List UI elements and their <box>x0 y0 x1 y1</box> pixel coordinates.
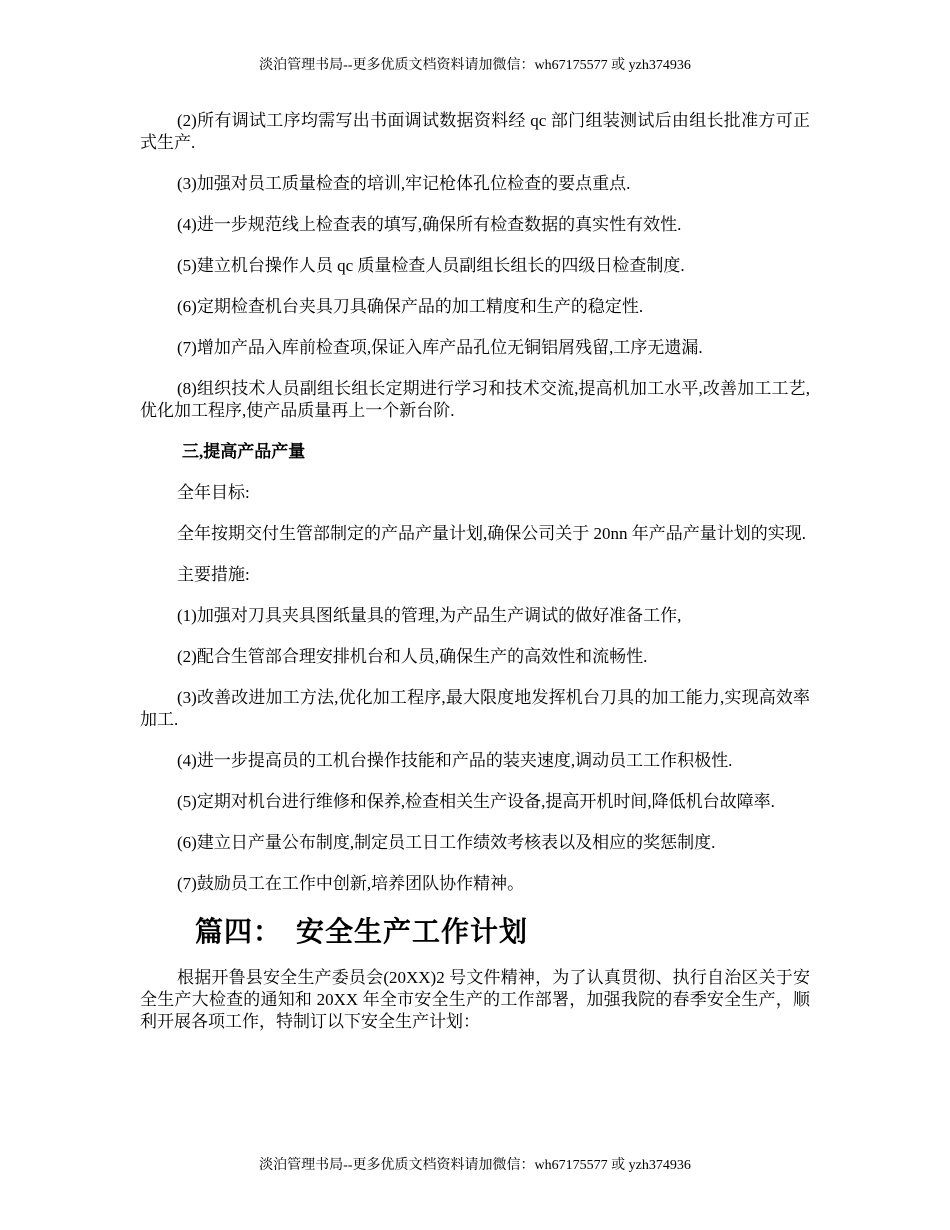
measure-item-2: (2)配合生管部合理安排机台和人员,确保生产的高效性和流畅性. <box>177 647 648 666</box>
document-body <box>140 110 810 1052</box>
measure-item-6: (6)建立日产量公布制度,制定员工日工作绩效考核表以及相应的奖惩制度. <box>177 833 716 852</box>
chapter-title <box>195 914 810 950</box>
quality-item-8: (8)组织技术人员副组长组长定期进行学习和技术交流,提高机加工水平,改善加工工艺,优化加工程序,使产品质量再上一个新台阶. <box>140 379 810 420</box>
measure-item-3: (3)改善改进加工方法,优化加工程序,最大限度地发挥机台刀具的加工能力,实现高效率加工. <box>140 688 810 729</box>
quality-item-4: (4)进一步规范线上检查表的填写,确保所有检查数据的真实性有效性. <box>177 215 682 234</box>
page-header: 淡泊管理书局--更多优质文档资料请加微信：wh67175577 或 yzh374936 <box>259 58 691 73</box>
goal-text: 全年按期交付生管部制定的产品产量计划,确保公司关于 20nn 年产品产量计划的实现. <box>177 524 806 543</box>
goal-label: 全年目标: <box>177 483 250 502</box>
page-footer: 淡泊管理书局--更多优质文档资料请加微信：wh67175577 或 yzh374936 <box>259 1158 691 1173</box>
chapter-title-text: 安全生产工作计划 <box>296 915 529 948</box>
chapter-intro: 根据开鲁县安全生产委员会(20XX)2 号文件精神，为了认真贯彻、执行自治区关于安全生产大检查的通知和 20XX 年全市安全生产的工作部署，加强我院的春季安全生产，顺利开展各项工作，特制订以下安全生产计划： <box>140 968 810 1031</box>
measure-item-1: (1)加强对刀具夹具图纸量具的管理,为产品生产调试的做好准备工作, <box>177 606 682 625</box>
quality-item-5: (5)建立机台操作人员 qc 质量检查人员副组长组长的四级日检查制度. <box>177 256 685 275</box>
quality-item-2: (2)所有调试工序均需写出书面调试数据资料经 qc 部门组装测试后由组长批准方可正式生产. <box>140 111 810 152</box>
chapter-label: 篇四： <box>195 915 283 948</box>
quality-item-3: (3)加强对员工质量检查的培训,牢记枪体孔位检查的要点重点. <box>177 174 631 193</box>
measure-item-7: (7)鼓励员工在工作中创新,培养团队协作精神。 <box>177 874 525 893</box>
measure-item-4: (4)进一步提高员的工机台操作技能和产品的装夹速度,调动员工工作积极性. <box>177 751 733 770</box>
measures-label: 主要措施: <box>177 565 250 584</box>
measure-item-5: (5)定期对机台进行维修和保养,检查相关生产设备,提高开机时间,降低机台故障率. <box>177 792 775 811</box>
quality-item-7: (7)增加产品入库前检查项,保证入库产品孔位无铜铝屑残留,工序无遗漏. <box>177 338 703 357</box>
section-heading-output: 三,提高产品产量 <box>182 442 306 461</box>
quality-item-6: (6)定期检查机台夹具刀具确保产品的加工精度和生产的稳定性. <box>177 297 644 316</box>
